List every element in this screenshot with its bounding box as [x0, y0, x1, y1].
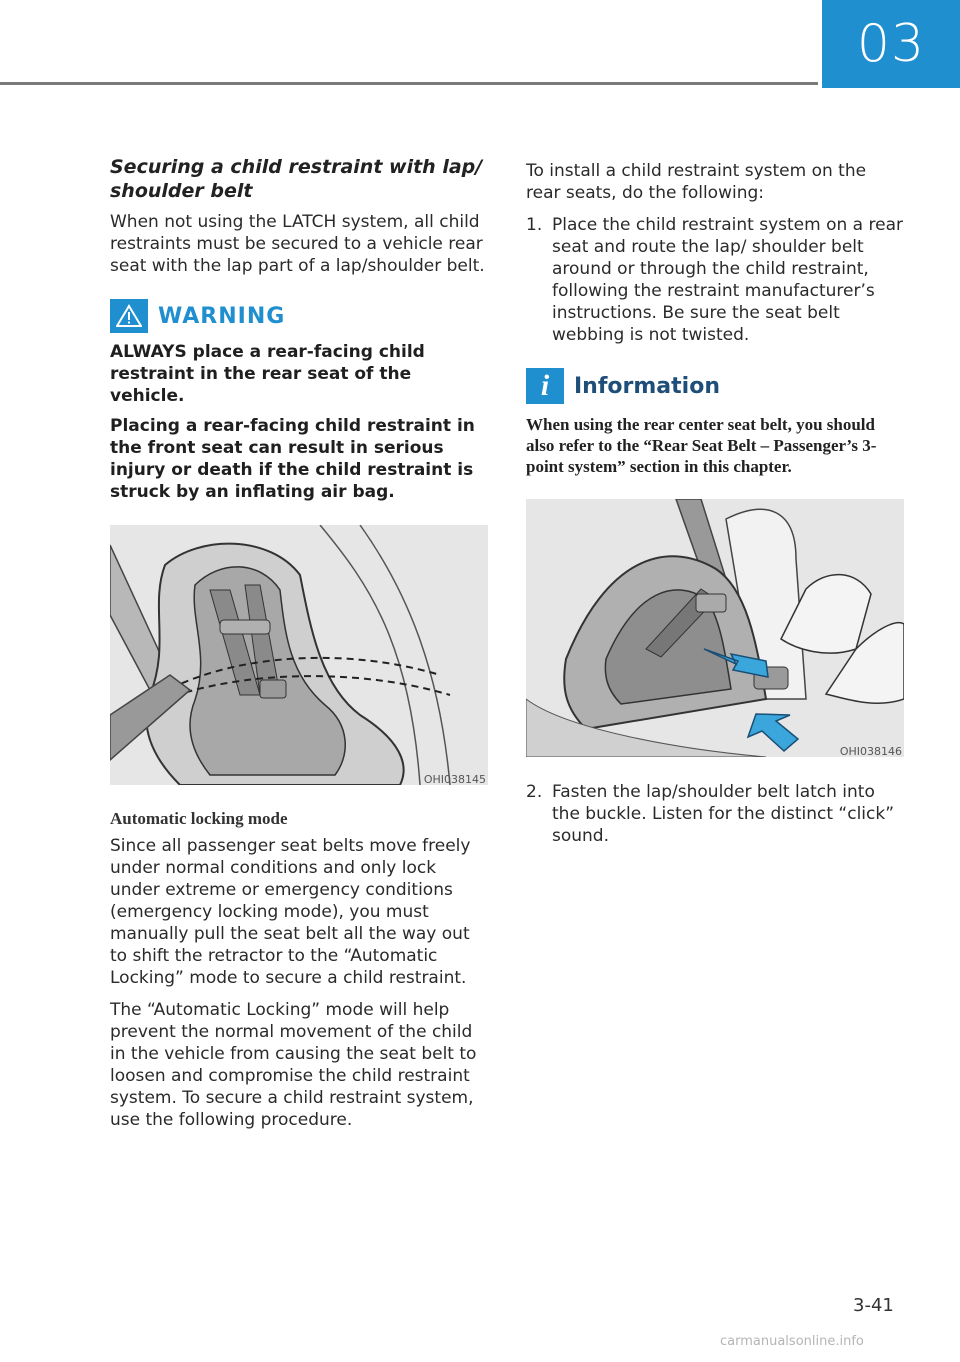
header-rule: [0, 82, 818, 85]
automatic-locking-paragraph-1: Since all passenger seat belts move freely under normal conditions and only lock under extreme or emergency conditions (emergency locking mode), you must manually pull the seat belt all the way out to shift the retractor to the “Automatic Locking” mode to secure a child restraint.: [110, 836, 471, 988]
warning-line-2: Placing a rear-facing child restraint in the front seat can result in serious injury or death if the child restraint is struck by an inflating air bag.: [110, 416, 475, 502]
figure-code: OHI038145: [423, 773, 486, 786]
section-title: Securing a child restraint with lap/ shoulder belt: [110, 156, 483, 202]
intro-paragraph: When not using the LATCH system, all child restraints must be secured to a vehicle rear seat with the lap part of a lap/shoulder belt.: [110, 212, 485, 276]
list-item: [526, 781, 904, 847]
page-number: 3-41: [853, 1295, 894, 1316]
install-steps-a: [526, 214, 904, 346]
information-text: When using the rear center seat belt, you should also refer to the “Rear Seat Belt – Passenger’s 3-point system” section in this chapter.: [526, 415, 877, 476]
automatic-locking-paragraph-2: The “Automatic Locking” mode will help prevent the normal movement of the child in the vehicle from causing the seat belt to loosen and compromise the child restraint system. To secure a child restraint system, use the following procedure.: [110, 1000, 477, 1130]
subheading-automatic-locking: Automatic locking mode: [110, 809, 288, 828]
watermark: carmanualsonline.info: [720, 1334, 864, 1349]
buckle-illustration: [526, 499, 904, 757]
install-intro: To install a child restraint system on the rear seats, do the following:: [526, 161, 867, 203]
step-text: Fasten the lap/shoulder belt latch into the buckle. Listen for the distinct “click” sound.: [552, 782, 895, 846]
child-seat-illustration: [110, 525, 488, 785]
step-text: Place the child restraint system on a rear seat and route the lap/ shoulder belt around or through the child restraint, following the restraint manufacturer’s instructions. Be sure the seat belt webbing is not twisted.: [552, 215, 903, 345]
step-number: 1.: [526, 215, 543, 235]
information-header: [526, 368, 904, 404]
list-item: [526, 214, 904, 346]
info-icon: i: [526, 368, 564, 404]
warning-title: WARNING: [158, 303, 286, 329]
warning-icon: [110, 299, 148, 333]
left-column: [110, 155, 488, 1141]
right-column: [526, 160, 904, 857]
warning-header: [110, 299, 488, 333]
figure-code: OHI038146: [839, 745, 902, 758]
warning-line-1: ALWAYS place a rear-facing child restraint in the rear seat of the vehicle.: [110, 342, 425, 406]
step-number: 2.: [526, 782, 543, 802]
buckle-figure: [526, 499, 904, 769]
chapter-tab: 03: [822, 0, 960, 88]
install-steps-b: [526, 781, 904, 847]
information-title: Information: [574, 373, 720, 399]
child-seat-figure: [110, 525, 488, 797]
